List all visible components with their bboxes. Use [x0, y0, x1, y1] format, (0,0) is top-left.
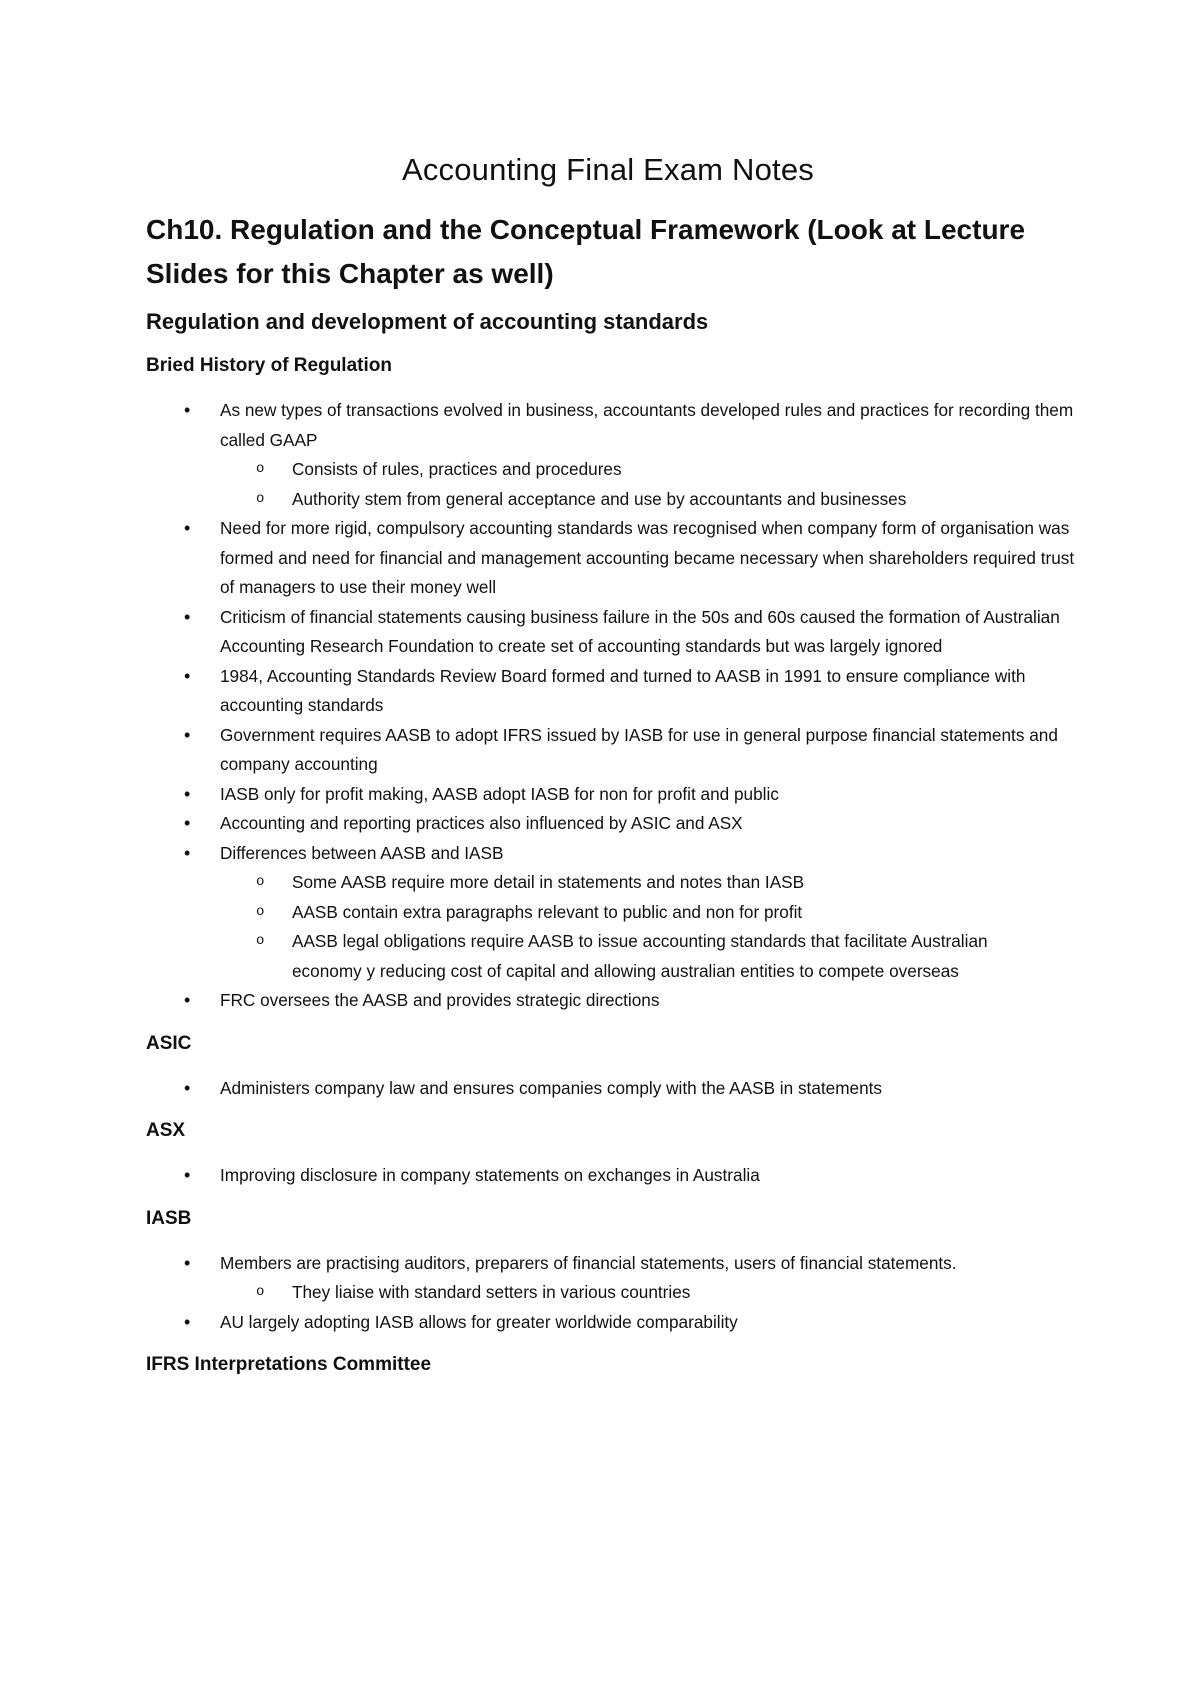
list-item-text: As new types of transactions evolved in business, accountants developed rules and practices for recording them called GAAP — [220, 400, 1074, 450]
history-heading: Bried History of Regulation — [146, 355, 392, 376]
sub-list-item: o Some AASB require more detail in statements and notes than IASB — [220, 868, 1022, 898]
list-item: • Need for more rigid, compulsory accounting standards was recognised when company form of organisation was formed and need for financial and management accounting became necessary when shareholders required trust of managers to use their money well — [146, 514, 1080, 603]
list-item: • Administers company law and ensures companies comply with the AASB in statements — [146, 1074, 1080, 1104]
chapter-title: Ch10. Regulation and the Conceptual Framework (Look at Lecture Slides for this Chapter as well) — [146, 214, 1026, 289]
list-item — [146, 396, 1080, 514]
list-item: • Improving disclosure in company statements on exchanges in Australia — [146, 1161, 1080, 1191]
iasb-sublist — [220, 1278, 1080, 1308]
list-item-text: Members are practising auditors, preparers of financial statements, users of financial statements. — [220, 1252, 957, 1273]
asic-list — [146, 1074, 1070, 1104]
list-item: • 1984, Accounting Standards Review Board formed and turned to AASB in 1991 to ensure compliance with accounting standards — [146, 662, 1080, 721]
list-item: • FRC oversees the AASB and provides strategic directions — [146, 986, 1080, 1016]
list-item: • Government requires AASB to adopt IFRS issued by IASB for use in general purpose financial statements and company accounting — [146, 721, 1080, 780]
sub-list-item: o AASB legal obligations require AASB to issue accounting standards that facilitate Australian economy y reducing cost of capital and allowing australian entities to compete overseas — [220, 927, 1022, 986]
gaap-sublist — [220, 455, 1080, 514]
list-item: • Accounting and reporting practices also influenced by ASIC and ASX — [146, 809, 1080, 839]
asx-list — [146, 1161, 1070, 1191]
iasb-list — [146, 1249, 1070, 1338]
sub-list-item: o They liaise with standard setters in various countries — [220, 1278, 1022, 1308]
asic-heading: ASIC — [146, 1032, 192, 1054]
list-item: • Criticism of financial statements causing business failure in the 50s and 60s caused the formation of Australian Accounting Research Foundation to create set of accounting standards but was largely ignored — [146, 603, 1080, 662]
list-item: • AU largely adopting IASB allows for greater worldwide comparability — [146, 1308, 1080, 1338]
differences-sublist — [220, 868, 1080, 986]
document-title: Accounting Final Exam Notes — [401, 152, 815, 187]
sub-list-item: o Authority stem from general acceptance and use by accountants and businesses — [220, 485, 1022, 515]
sub-list-item: o Consists of rules, practices and procedures — [220, 455, 1022, 485]
sub-list-item: o AASB contain extra paragraphs relevant to public and non for profit — [220, 898, 1022, 928]
ifrs-heading: IFRS Interpretations Committee — [146, 1354, 432, 1375]
list-item — [146, 1249, 1080, 1308]
list-item-text: Differences between AASB and IASB — [220, 842, 504, 863]
list-item: • IASB only for profit making, AASB adopt IASB for non for profit and public — [146, 780, 1080, 810]
list-item — [146, 839, 1080, 987]
iasb-heading: IASB — [146, 1207, 192, 1229]
asx-heading: ASX — [146, 1120, 186, 1141]
section-title: Regulation and development of accounting standards — [146, 309, 709, 334]
history-list — [146, 396, 1075, 1016]
